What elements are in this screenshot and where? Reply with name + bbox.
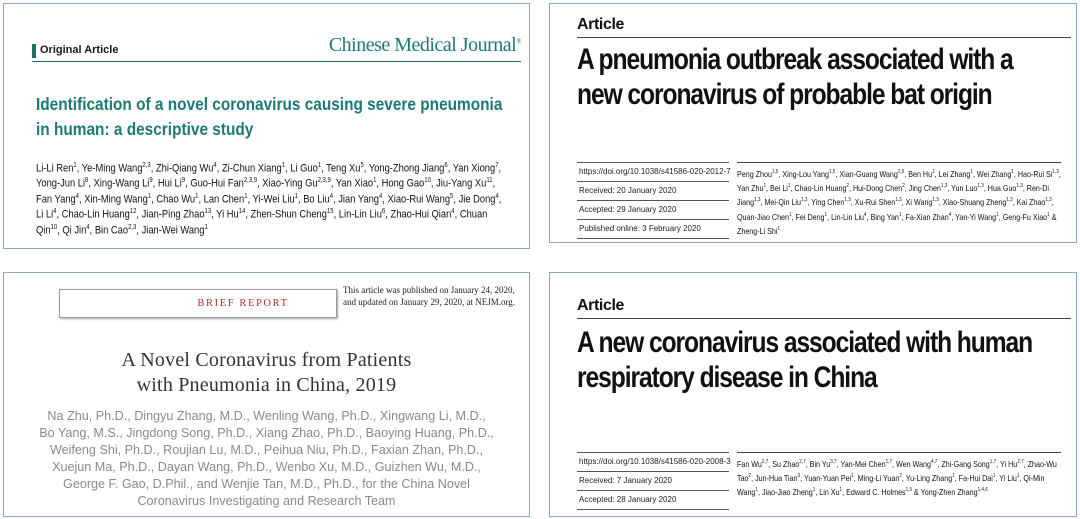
author-affiliation: 2,3,9	[243, 177, 258, 185]
title-line-2: new coronavirus of probable bat origin	[577, 78, 992, 111]
author-name: Zhi-Gang Song	[941, 458, 990, 469]
author-line: Xuejun Ma, Ph.D., Dayan Wang, Ph.D., Wenbo Xu, M.D., Guizhen Wu, M.D.,	[52, 460, 481, 474]
author-affiliation: 1	[1016, 473, 1020, 480]
author-affiliation: 1,3	[1052, 169, 1059, 175]
author-affiliation: 4	[329, 192, 334, 200]
author-affiliation: 1	[952, 473, 955, 480]
author-name: Yan-Mei Chen	[840, 458, 886, 469]
author-name: Jian-Wei Wang	[141, 224, 205, 237]
header-divider	[577, 37, 1071, 38]
author-name: Yan Xiong	[452, 162, 496, 175]
author-name: Zheng-Li Shi	[737, 225, 778, 236]
author-affiliation: 2,7	[1017, 459, 1024, 465]
author-list: Peng Zhou$^{1,5}$, Xing-Lou Yang$^{1,5}$, Xian-Guang Wang$^{2,5}$, Ben Hu$^1$, Lei Zhang$^1$, Wei Zhang$^1$, Hao-Rui Si$^{1,3}$, Yan Zhu$^1$, Bei Li$^1$, Chao-Lin Huang$^2$, Hui-Dong Chen$^2$, Jing Chen$^{1,3}$, Yun Luo$^{1,3}$, Hua Guo$^{1,3}$, Ren-Di Jiang$^{1,3}$, Mei-Qin Liu$^{1,3}$, Ying Chen$^{1,3}$, Xu-Rui Shen$^{1,3}$, Xi Wang$^{1,3}$, Xiao-Shuang Zheng$^{1,3}$, Kai Zhao$^{1,3}$, Quan-Jiao Chen$^1$, Fei Deng$^1$, Lin-Lin Liu$^4$, Bing Yan$^1$, Fa-Xian Zhan$^4$, Yan-Yi Wang$^1$, Geng-Fu Xiao$^1$ & Zheng-Li Shi$^1$	[737, 168, 1061, 236]
author-name: Qi-Min Wang	[737, 473, 1045, 498]
author-name: Su Zhao	[772, 458, 800, 469]
author-affiliation: 1	[789, 211, 792, 218]
published-date: Published online: 3 February 2020	[577, 219, 729, 239]
author-name: Yan Zhu	[737, 183, 764, 194]
author-affiliation: 2	[899, 473, 902, 480]
author-name: Wen Wang	[895, 458, 931, 469]
author-affiliation: 1,3	[800, 197, 808, 204]
article-type: Article	[577, 16, 624, 33]
author-name: Chao-Lin Huang	[61, 209, 130, 222]
author-affiliation: 1,3	[1045, 197, 1052, 204]
author-affiliation: 4,7	[930, 459, 938, 465]
author-name: Xiao-Shuang Zheng	[942, 197, 1007, 208]
author-name: Yong-Zhong Jiang	[368, 162, 445, 175]
author-affiliation: 1,3	[1006, 197, 1013, 204]
author-affiliation: 1	[851, 473, 854, 480]
author-affiliation: 1	[777, 225, 781, 232]
author-affiliation: 14	[238, 208, 246, 216]
article-title: Identification of a novel coronavirus causing severe pneumonia in human: a descriptive study	[36, 94, 503, 139]
author-name: Fa-Hui Dai	[958, 473, 993, 484]
author-name: Hao-Rui Si	[1017, 168, 1053, 179]
author-affiliation: 2,3,9	[317, 177, 331, 185]
author-name: Jiu-Yang Xu	[436, 178, 487, 191]
author-affiliation: 1	[317, 162, 322, 169]
nature-article-header-bat-origin	[549, 3, 1077, 243]
registered-mark: ®	[516, 37, 521, 46]
author-affiliation: 4	[75, 192, 80, 200]
author-name: Hua Guo	[987, 183, 1017, 194]
title-line-2: respiratory disease in China	[577, 361, 877, 394]
author-affiliation: 1,4,6	[977, 487, 988, 494]
article-type: Article	[577, 297, 624, 314]
title-line-2: with Pneumonia in China, 2019	[136, 374, 397, 396]
author-name: Xing-Wang Li	[93, 178, 150, 191]
author-name: Zhen-Shun Cheng	[250, 209, 327, 222]
author-name: Xi Wang	[905, 197, 933, 208]
author-line: Coronavirus Investigating and Research Team	[137, 494, 396, 508]
author-name: Zhao-Wu Tao	[737, 458, 1057, 484]
journal-logo	[329, 34, 521, 57]
author-affiliation: 1	[787, 183, 791, 190]
author-name: Qi Jin	[62, 224, 87, 237]
nature-article-header-respiratory	[549, 272, 1077, 517]
author-affiliation: 4	[86, 223, 90, 231]
author-affiliation: 1	[373, 177, 377, 185]
author-line: Na Zhu, Ph.D., Dingyu Zhang, M.D., Wenling Wang, Ph.D., Xingwang Li, M.D.,	[47, 409, 486, 423]
author-name: Peng Zhou	[737, 168, 772, 179]
title-line-1: A pneumonia outbreak associated with a	[577, 43, 1013, 76]
header-divider	[577, 318, 1071, 319]
author-name: Ying Chen	[811, 197, 845, 208]
author-name: Quan-Jiao Chen	[737, 211, 790, 222]
doi-link[interactable]: https://doi.org/10.1038/s41586-020-2008-3	[577, 452, 729, 471]
author-name: Bei Li	[770, 183, 788, 194]
author-name: Fa-Xian Zhan	[905, 211, 949, 222]
author-affiliation: 1	[992, 473, 996, 480]
author-name: Ming-Li Yuan	[857, 473, 900, 484]
author-affiliation: 9	[149, 177, 153, 185]
author-name: Yuan-Yuan Pei	[803, 473, 852, 484]
author-affiliation: 7	[495, 162, 499, 169]
author-name: Jie Dong	[458, 193, 496, 206]
author-name: Li Li	[36, 209, 54, 222]
author-affiliation: 1	[294, 192, 298, 200]
author-affiliation: 1	[204, 223, 208, 231]
author-name: Ben Hu	[908, 168, 933, 179]
author-affiliation: 1	[932, 169, 935, 175]
author-name: Bin Cao	[94, 224, 129, 237]
author-affiliation: 2,3	[142, 162, 151, 169]
author-name: Xing-Lou Yang	[782, 168, 829, 179]
author-affiliation: 3	[797, 473, 801, 480]
author-list: Li-Li Ren$^1$, Ye-Ming Wang$^{2,3}$, Zhi-Qiang Wu$^4$, Zi-Chun Xiang$^1$, Li Guo$^1$, Teng Xu$^5$, Yong-Zhong Jiang$^6$, Yan Xiong$^7$, Yong-Jun Li$^8$, Xing-Wang Li$^9$, Hui Li$^9$, Guo-Hui Fan$^{2,3,9}$, Xiao-Ying Gu$^{2,3,9}$, Yan Xiao$^1$, Hong Gao$^{10}$, Jiu-Yang Xu$^{11}$, Fan Yang$^4$, Xin-Ming Wang$^1$, Chao Wu$^1$, Lan Chen$^1$, Yi-Wei Liu$^1$, Bo Liu$^4$, Jian Yang$^4$, Xiao-Rui Wang$^5$, Jie Dong$^4$, Li Li$^4$, Chao-Lin Huang$^{12}$, Jian-Ping Zhao$^{13}$, Yi Hu$^{14}$, Zhen-Shun Cheng$^{15}$, Lin-Lin Liu$^6$, Zhao-Hui Qian$^4$, Chuan Qin$^{10}$, Qi Jin$^4$, Bin Cao$^{2,3}$, Jian-Wei Wang$^1$	[36, 162, 502, 237]
author-list: Fan Wu$^{2,7}$, Su Zhao$^{2,7}$, Bin Yu$^{3,7}$, Yan-Mei Chen$^{1,7}$, Wen Wang$^{4,7}$, Zhi-Gang Song$^{1,7}$, Yi Hu$^{2,7}$, Zhao-Wu Tao$^2$, Jun-Hua Tian$^3$, Yuan-Yuan Pei$^1$, Ming-Li Yuan$^2$, Yu-Ling Zhang$^1$, Fa-Hui Dai$^1$, Yi Liu$^1$, Qi-Min Wang$^1$, Jiao-Jiao Zheng$^1$, Lin Xu$^1$, Edward C. Holmes$^{1,5}$ & Yong-Zhen Zhang$^{1,4,6}$	[737, 458, 1057, 498]
author-affiliation: 1	[812, 487, 816, 494]
author-affiliation: 1	[755, 487, 758, 494]
author-affiliation: 1,3	[940, 183, 948, 190]
author-affiliation: 2	[748, 473, 752, 480]
publication-note: This article was published on January 24, 2020, and updated on January 29, 2020, at NEJM.org.	[343, 285, 516, 307]
author-name: Yong-Zhen Zhang	[920, 487, 978, 498]
author-affiliation: 12	[129, 208, 137, 216]
author-affiliation: 6	[444, 162, 448, 169]
author-affiliation: 1	[195, 192, 199, 200]
nejm-article-header	[3, 272, 530, 517]
author-affiliation: 13	[204, 208, 212, 216]
author-affiliation: 1,3	[754, 197, 761, 204]
author-name: Ren-Di Jiang	[737, 183, 1050, 208]
article-title	[4, 348, 529, 398]
author-affiliation: 1,3	[1016, 183, 1023, 190]
author-affiliation: 4	[495, 192, 499, 200]
author-affiliation: 1	[281, 162, 286, 169]
author-affiliation: 2,7	[761, 459, 769, 465]
author-name: Yi Hu	[1000, 458, 1018, 469]
author-affiliation: 4	[864, 211, 867, 218]
author-name: Wei Zhang	[976, 168, 1012, 179]
author-name: Geng-Fu Xiao	[1002, 211, 1048, 222]
author-name: Edward C. Holmes	[846, 487, 906, 498]
author-name: Hui-Dong Chen	[852, 183, 903, 194]
author-name: Lan Chen	[203, 193, 245, 206]
author-line: George F. Gao, D.Phil., and Wenjie Tan, M.D., Ph.D., for the China Novel	[63, 477, 470, 491]
author-affiliation: 2	[902, 183, 905, 190]
cmj-article-header	[3, 3, 530, 249]
author-name: Yi Hu	[216, 209, 239, 222]
author-affiliation: 1,5	[828, 169, 836, 175]
author-name: Li Guo	[290, 162, 318, 175]
author-affiliation: 1	[839, 487, 843, 494]
author-name: Lin Xu	[819, 487, 840, 498]
author-name: Jian Yang	[338, 193, 379, 206]
author-name: Yi Liu	[999, 473, 1017, 484]
title-line-1: A new coronavirus associated with human	[577, 326, 1033, 359]
author-affiliation: 6	[381, 208, 386, 216]
author-affiliation: 1,3	[932, 197, 939, 204]
author-name: Bing Yan	[870, 211, 899, 222]
author-name: Yan Xiao	[335, 178, 374, 191]
author-affiliation: 1	[1011, 169, 1014, 175]
authors-divider	[737, 162, 1061, 163]
author-name: Zi-Chun Xiang	[221, 162, 282, 175]
author-name: Li-Li Ren	[36, 162, 74, 175]
author-list	[4, 408, 529, 510]
article-type: BRIEF REPORT	[197, 298, 289, 309]
accepted-date: Accepted: 28 January 2020	[577, 490, 729, 510]
author-affiliation: 11	[486, 177, 493, 185]
author-name: Yi-Wei Liu	[252, 193, 295, 206]
author-name: Bo Liu	[303, 193, 330, 206]
author-name: Bin Yu	[809, 458, 831, 469]
author-affiliation: 4	[451, 208, 455, 216]
author-affiliation: 2,3	[128, 223, 137, 231]
author-name: Fan Yang	[36, 193, 76, 206]
author-affiliation: 15	[326, 208, 334, 216]
author-affiliation: 1,7	[885, 459, 893, 465]
author-name: Lin-Lin Liu	[831, 211, 865, 222]
author-affiliation: 1	[147, 192, 152, 200]
author-name: Teng Xu	[326, 162, 361, 175]
author-affiliation: 4	[378, 192, 383, 200]
doi-link[interactable]: https://doi.org/10.1038/s41586-020-2012-7	[577, 162, 729, 181]
author-affiliation: 2,5	[897, 169, 905, 175]
author-affiliation: 1	[1047, 211, 1050, 218]
author-name: Ye-Ming Wang	[81, 162, 143, 175]
author-name: Lin-Lin Liu	[338, 209, 382, 222]
author-line: Weifeng Shi, Ph.D., Roujian Lu, M.D., Peihua Niu, Ph.D., Faxian Zhan, Ph.D.,	[49, 443, 484, 457]
author-affiliation: 5	[450, 192, 454, 200]
author-name: Xiao-Ying Gu	[262, 178, 318, 191]
author-name: Yun Luo	[951, 183, 978, 194]
article-metadata	[577, 162, 729, 239]
author-name: Zhi-Qiang Wu	[155, 162, 214, 175]
author-affiliation: 9	[181, 177, 186, 185]
author-name: Fan Wu	[737, 458, 762, 469]
author-affiliation: 1,3	[895, 197, 902, 204]
author-affiliation: 1	[898, 211, 902, 218]
author-affiliation: 1,3	[977, 183, 984, 190]
author-affiliation: 1	[996, 211, 999, 218]
article-type-marker	[32, 44, 36, 58]
author-name: Hui Li	[157, 178, 182, 191]
author-name: Jian-Ping Zhao	[141, 209, 205, 222]
author-affiliation: 1,5	[905, 487, 913, 494]
journal-name: Chinese Medical Journal	[328, 34, 517, 56]
author-affiliation: 4	[213, 162, 217, 169]
author-affiliation: 5	[360, 162, 364, 169]
author-affiliation: 10	[424, 177, 431, 185]
author-affiliation: 1	[244, 192, 248, 200]
author-affiliation: 1	[73, 162, 77, 169]
author-affiliation: 2	[846, 183, 850, 190]
author-name: Chuan Qin	[36, 209, 488, 237]
title-line-1: A Novel Coronavirus from Patients	[121, 349, 412, 371]
author-name: Hong Gao	[381, 178, 425, 191]
author-affiliation: 1	[763, 183, 767, 190]
author-name: Chao-Lin Huang	[794, 183, 847, 194]
article-metadata	[577, 452, 729, 510]
author-affiliation: 1,3	[844, 197, 851, 204]
author-affiliation: 4	[53, 208, 57, 216]
author-affiliation: 1	[824, 211, 828, 218]
author-affiliation: 10	[50, 223, 58, 231]
author-name: Mei-Qin Liu	[764, 197, 801, 208]
author-name: Yan-Yi Wang	[955, 211, 997, 222]
accepted-date: Accepted: 29 January 2020	[577, 200, 729, 219]
author-name: Lei Zhang	[938, 168, 971, 179]
author-name: Xin-Ming Wang	[84, 193, 148, 206]
author-affiliation: 4	[948, 211, 952, 218]
author-affiliation: 1,5	[771, 169, 779, 175]
header-divider	[32, 61, 521, 62]
author-name: Fei Deng	[795, 211, 825, 222]
author-name: Jing Chen	[908, 183, 941, 194]
article-title	[577, 325, 1061, 395]
author-affiliation: 1,7	[989, 459, 997, 465]
article-type-banner	[59, 289, 337, 318]
article-type: Original Article	[40, 44, 119, 56]
author-affiliation: 8	[85, 177, 89, 185]
author-affiliation: 3,7	[830, 459, 837, 465]
article-title	[577, 42, 1061, 112]
author-name: Xian-Guang Wang	[839, 168, 898, 179]
received-date: Received: 7 January 2020	[577, 471, 729, 490]
author-name: Jun-Hua Tian	[755, 473, 798, 484]
author-name: Jiao-Jiao Zheng	[761, 487, 813, 498]
author-name: Zhao-Hui Qian	[390, 209, 452, 222]
author-name: Xiao-Rui Wang	[387, 193, 451, 206]
author-line: Bo Yang, M.S., Jingdong Song, Ph.D., Xiang Zhao, Ph.D., Baoying Huang, Ph.D.,	[39, 426, 494, 440]
author-affiliation: 2,7	[799, 459, 806, 465]
author-name: Kai Zhao	[1016, 197, 1046, 208]
author-name: Guo-Hui Fan	[190, 178, 244, 191]
author-name: Chao Wu	[156, 193, 196, 206]
received-date: Received: 20 January 2020	[577, 181, 729, 200]
author-affiliation: 1	[970, 169, 973, 175]
author-name: Xu-Rui Shen	[854, 197, 896, 208]
author-name: Yu-Ling Zhang	[905, 473, 953, 484]
authors-divider	[737, 452, 1061, 453]
author-name: Yong-Jun Li	[36, 178, 86, 191]
